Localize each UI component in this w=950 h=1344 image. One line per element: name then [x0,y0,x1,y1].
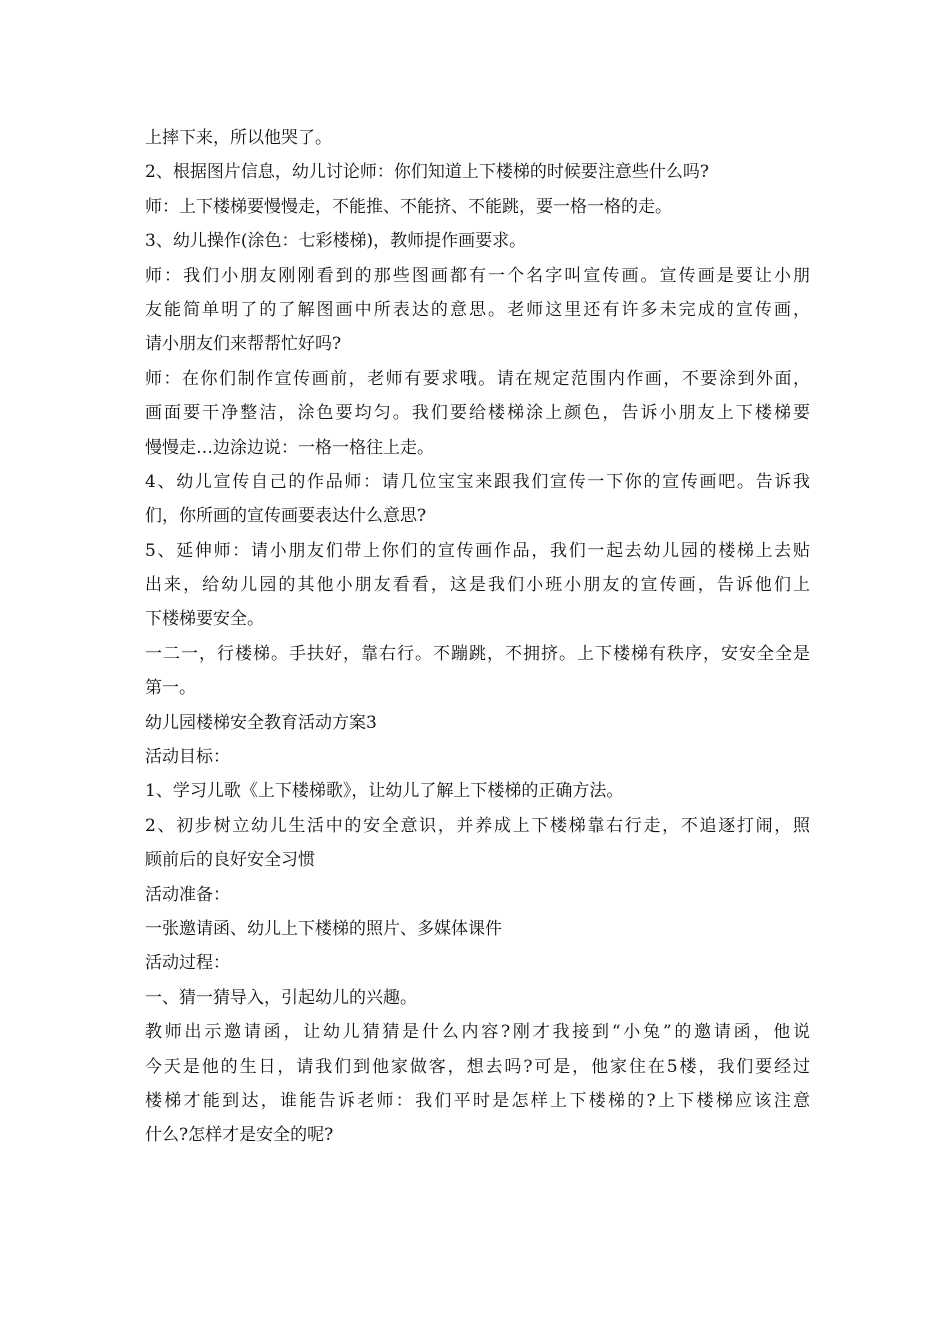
text-line: 顾前后的良好安全习惯 [145,850,315,871]
text-line: 2、根据图片信息，幼儿讨论师：你们知道上下楼梯的时候要注意些什么吗? [145,162,709,183]
text-line: 一二一，行楼梯。手扶好，靠右行。不蹦跳，不拥挤。上下楼梯有秩序，安安全全是 [145,643,810,664]
text-line: 1、学习儿歌《上下楼梯歌》，让幼儿了解上下楼梯的正确方法。 [145,781,624,802]
text-line: 今天是他的生日，请我们到他家做客，想去吗?可是，他家住在5楼，我们要经过 [145,1056,810,1077]
text-line: 出来，给幼儿园的其他小朋友看看，这是我们小班小朋友的宣传画，告诉他们上 [145,575,810,596]
text-line: 第一。 [145,678,196,699]
text-line: 教师出示邀请函，让幼儿猜猜是什么内容?刚才我接到“小兔”的邀请函，他说 [145,1022,810,1043]
text-line: 请小朋友们来帮帮忙好吗? [145,334,342,355]
text-line: 师：在你们制作宣传画前，老师有要求哦。请在规定范围内作画，不要涂到外面， [145,368,810,389]
text-line: 慢慢走…边涂边说：一格一格往上走。 [145,437,434,458]
text-line: 幼儿园楼梯安全教育活动方案3 [145,712,377,733]
text-line: 画面要干净整洁，涂色要均匀。我们要给楼梯涂上颜色，告诉小朋友上下楼梯要 [145,403,810,424]
text-line: 2、初步树立幼儿生活中的安全意识，并养成上下楼梯靠右行走，不追逐打闹，照 [145,815,810,836]
text-line: 友能简单明了的了解图画中所表达的意思。老师这里还有许多未完成的宣传画， [145,299,810,320]
text-line: 活动准备： [145,884,230,905]
text-line: 师：我们小朋友刚刚看到的那些图画都有一个名字叫宣传画。宣传画是要让小朋 [145,265,810,286]
text-line: 一、猜一猜导入，引起幼儿的兴趣。 [145,987,417,1008]
text-line: 上摔下来，所以他哭了。 [145,128,332,148]
document-page [145,121,810,1153]
text-line: 下楼梯要安全。 [145,609,264,630]
text-line: 楼梯才能到达，谁能告诉老师：我们平时是怎样上下楼梯的?上下楼梯应该注意 [145,1090,810,1111]
text-line: 3、幼儿操作(涂色：七彩楼梯)，教师提作画要求。 [145,231,527,252]
text-line: 一张邀请函、幼儿上下楼梯的照片、多媒体课件 [145,918,502,939]
text-line: 活动过程： [145,953,230,974]
text-line: 们，你所画的宣传画要表达什么意思? [145,506,427,527]
text-line: 师：上下楼梯要慢慢走，不能推、不能挤、不能跳，要一格一格的走。 [145,196,672,217]
text-line: 5、延伸师：请小朋友们带上你们的宣传画作品，我们一起去幼儿园的楼梯上去贴 [145,540,810,561]
text-line: 什么?怎样才是安全的呢? [145,1125,334,1146]
text-line: 活动目标： [145,747,230,768]
text-line: 4、幼儿宣传自己的作品师：请几位宝宝来跟我们宣传一下你的宣传画吧。告诉我 [145,471,810,492]
